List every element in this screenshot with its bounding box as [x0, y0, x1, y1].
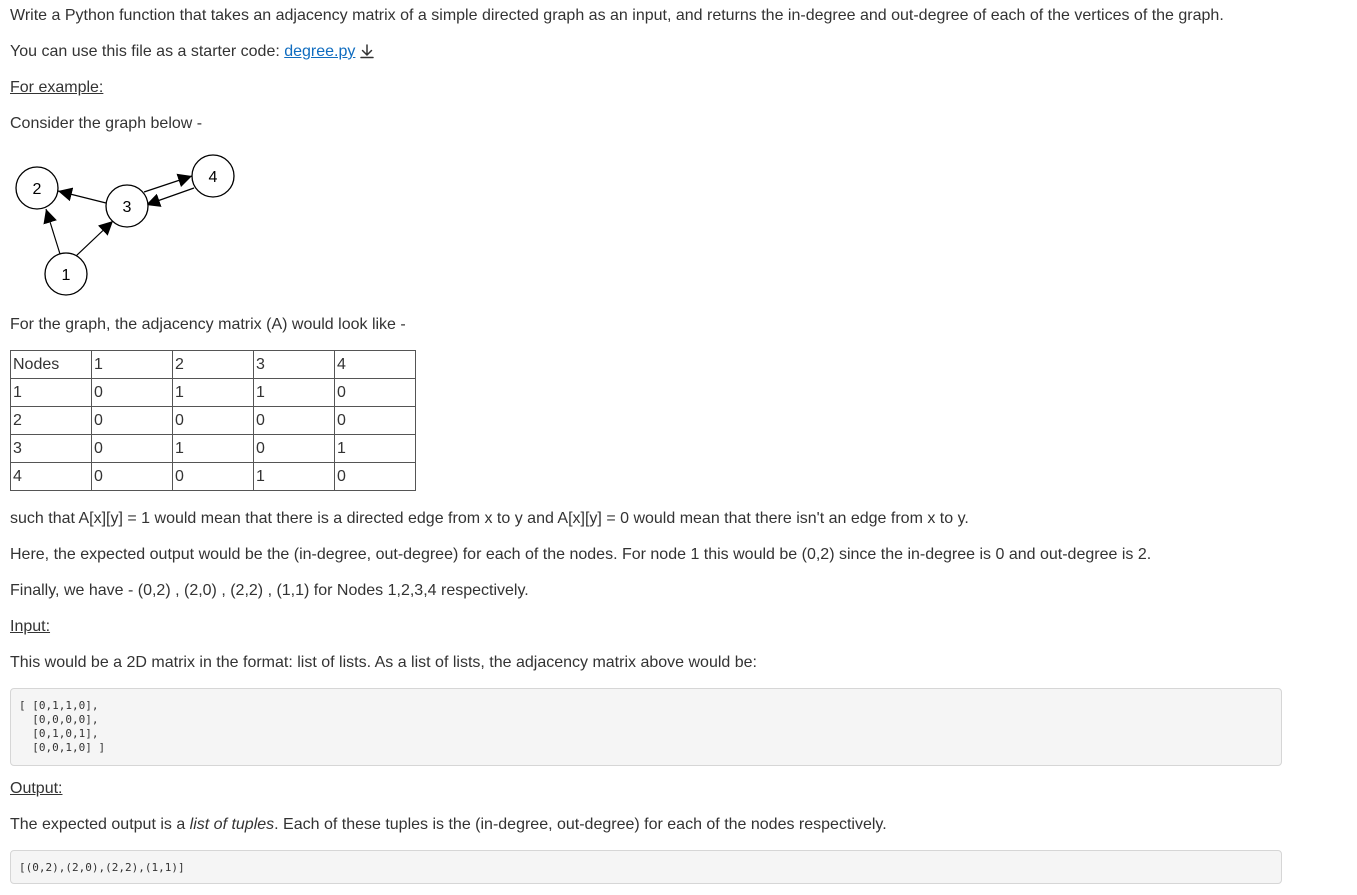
directed-graph-diagram [10, 148, 250, 305]
example-heading: For example: [10, 79, 104, 96]
table-row [11, 435, 416, 463]
graph-svg [10, 148, 250, 300]
edge-3-2 [58, 191, 106, 203]
node-3-label: 3 [122, 199, 132, 216]
edge-1-2 [46, 209, 60, 254]
starter-text: You can use this file as a starter code: [10, 43, 285, 60]
table-cell: 1 [335, 435, 416, 463]
table-cell: 1 [173, 379, 254, 407]
table-header-cell: Nodes [11, 351, 92, 379]
starter-line [10, 42, 375, 65]
matrix-intro-text: For the graph, the adjacency matrix (A) would look like - [10, 316, 406, 333]
table-header-row [11, 351, 416, 379]
table-header-cell: 3 [254, 351, 335, 379]
node-4-label: 4 [208, 169, 218, 186]
table-cell: 0 [254, 435, 335, 463]
adjacency-matrix-table [10, 350, 416, 491]
input-heading: Input: [10, 618, 51, 635]
table-cell: 1 [254, 463, 335, 491]
table-header-cell: 2 [173, 351, 254, 379]
table-cell: 1 [173, 435, 254, 463]
intro-text: Write a Python function that takes an adjacency matrix of a simple directed graph as an input, and returns the in-degree and out-degree of each of the vertices of the graph. [10, 7, 1224, 24]
table-cell: 0 [335, 407, 416, 435]
output-desc-emphasis: list of tuples [189, 816, 275, 833]
node-1-label: 1 [61, 267, 71, 284]
input-description: This would be a 2D matrix in the format: list of lists. As a list of lists, the adjacency matrix above would be: [10, 654, 757, 671]
table-cell: 0 [92, 379, 173, 407]
output-heading: Output: [10, 780, 63, 797]
table-cell: 2 [11, 407, 92, 435]
edge-1-3 [76, 221, 113, 256]
starter-file-link[interactable]: degree.py [284, 43, 356, 60]
output-desc-after: . Each of these tuples is the (in-degree, out-degree) for each of the nodes respectively. [274, 816, 887, 833]
output-desc-before: The expected output is a [10, 816, 190, 833]
table-row [11, 463, 416, 491]
table-cell: 1 [11, 379, 92, 407]
table-cell: 3 [11, 435, 92, 463]
consider-text: Consider the graph below - [10, 115, 203, 132]
such-that-text: such that A[x][y] = 1 would mean that there is a directed edge from x to y and A[x][y] = 0 would mean that there isn't an edge from x to y. [10, 510, 969, 527]
table-cell: 0 [92, 435, 173, 463]
edge-3-4 [144, 176, 192, 192]
table-cell: 0 [173, 463, 254, 491]
table-cell: 1 [254, 379, 335, 407]
output-description [10, 815, 887, 835]
table-row [11, 379, 416, 407]
expected-output-explanation: Here, the expected output would be the (in-degree, out-degree) for each of the nodes. For node 1 this would be (0,2) since the in-degree is 0 and out-degree is 2. [10, 546, 1152, 563]
table-cell: 0 [335, 379, 416, 407]
table-cell: 0 [173, 407, 254, 435]
table-cell: 0 [92, 407, 173, 435]
node-2-label: 2 [32, 181, 42, 198]
input-code-block: [ [0,1,1,0], [0,0,0,0], [0,1,0,1], [0,0,1,0] ] [10, 688, 1282, 766]
table-header-cell: 1 [92, 351, 173, 379]
edge-4-3 [146, 188, 194, 205]
table-cell: 4 [11, 463, 92, 491]
table-cell: 0 [254, 407, 335, 435]
table-cell: 0 [92, 463, 173, 491]
final-result-text: Finally, we have - (0,2) , (2,0) , (2,2) , (1,1) for Nodes 1,2,3,4 respectively. [10, 582, 529, 599]
download-icon[interactable] [359, 43, 375, 65]
table-header-cell: 4 [335, 351, 416, 379]
table-cell: 0 [335, 463, 416, 491]
table-row [11, 407, 416, 435]
output-code-block: [(0,2),(2,0),(2,2),(1,1)] [10, 850, 1282, 884]
